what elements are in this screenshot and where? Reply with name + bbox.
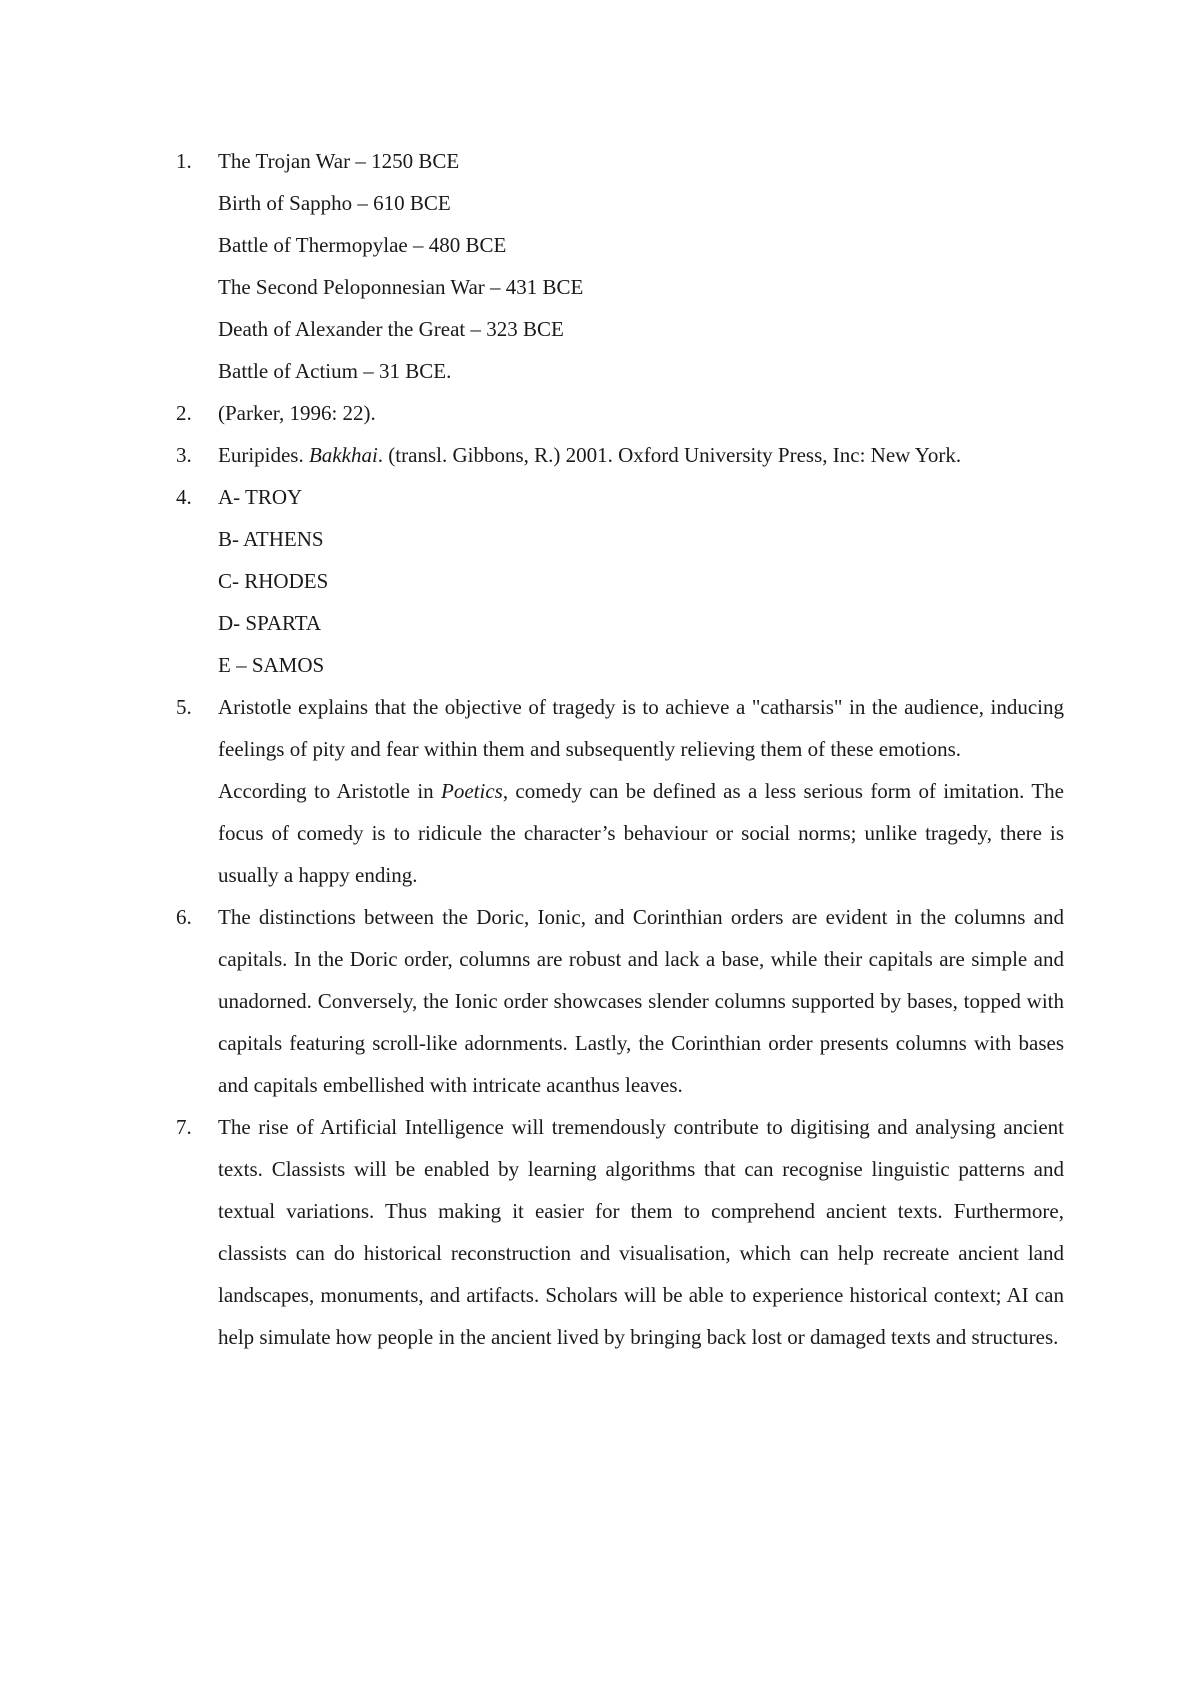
reference-author: Euripides. [218,443,304,467]
ai-paragraph: The rise of Artificial Intelligence will tremendously contribute to digitising and analysing ancient texts. Classists will be enabled by learning algorithms that can recognise linguistic patterns and textual variations. Thus making it easier for them to comprehend ancient texts. Furthermore, classists can do historical reconstruction and visualisation, which can help recreate ancient land landscapes, monuments, and artifacts. Scholars will be able to experience historical context; AI can help simulate how people in the ancient lived by bringing back lost or damaged texts and structures. [218,1115,1064,1349]
item-number: 1. [176,149,192,173]
list-item-6 [176,896,1064,1106]
item-number: 7. [176,1115,192,1139]
map-label-entry: D- SPARTA [218,611,322,635]
poetics-title: Poetics [441,779,503,803]
timeline-entry: Birth of Sappho – 610 BCE [218,191,451,215]
comedy-paragraph [218,770,1064,896]
answer-list [176,140,1064,1358]
reference-details: . (transl. Gibbons, R.) 2001. Oxford University Press, Inc: New York. [377,443,962,467]
comedy-text-start: According to Aristotle in [218,779,441,803]
timeline-entry: The Trojan War – 1250 BCE [218,149,460,173]
timeline-entry: Battle of Actium – 31 BCE. [218,359,452,383]
item-number: 5. [176,695,192,719]
reference-text [218,434,1064,476]
timeline-entry: Battle of Thermopylae – 480 BCE [218,233,507,257]
comedy-text-end: , comedy can be defined as a less serious form of imitation. The focus of comedy is to ridicule the character’s behaviour or social norms; unlike tragedy, there is usually a happy ending. [218,779,1064,887]
timeline-entry: Death of Alexander the Great – 323 BCE [218,317,564,341]
item-number: 3. [176,443,192,467]
orders-paragraph: The distinctions between the Doric, Ionic, and Corinthian orders are evident in the columns and capitals. In the Doric order, columns are robust and lack a base, while their capitals are simple and unadorned. Conversely, the Ionic order showcases slender columns supported by bases, topped with capitals featuring scroll-like adornments. Lastly, the Corinthian order presents columns with bases and capitals embellished with intricate acanthus leaves. [218,905,1064,1097]
list-item-4 [176,476,1064,686]
timeline-entry: The Second Peloponnesian War – 431 BCE [218,275,584,299]
item-number: 6. [176,905,192,929]
citation-text: (Parker, 1996: 22). [218,401,376,425]
list-item-2 [176,392,1064,434]
list-item-7 [176,1106,1064,1358]
map-label-entry: E – SAMOS [218,653,325,677]
reference-title: Bakkhai [308,443,378,467]
map-label-entry: C- RHODES [218,569,329,593]
item-number: 2. [176,401,192,425]
list-item-5 [176,686,1064,896]
list-item-1 [176,140,1064,392]
tragedy-paragraph: Aristotle explains that the objective of tragedy is to achieve a "catharsis" in the audience, inducing feelings of pity and fear within them and subsequently relieving them of these emotions. [218,695,1064,761]
list-item-3 [176,434,1064,476]
map-label-entry: B- ATHENS [218,527,324,551]
map-label-entry: A- TROY [218,485,303,509]
item-number: 4. [176,485,192,509]
